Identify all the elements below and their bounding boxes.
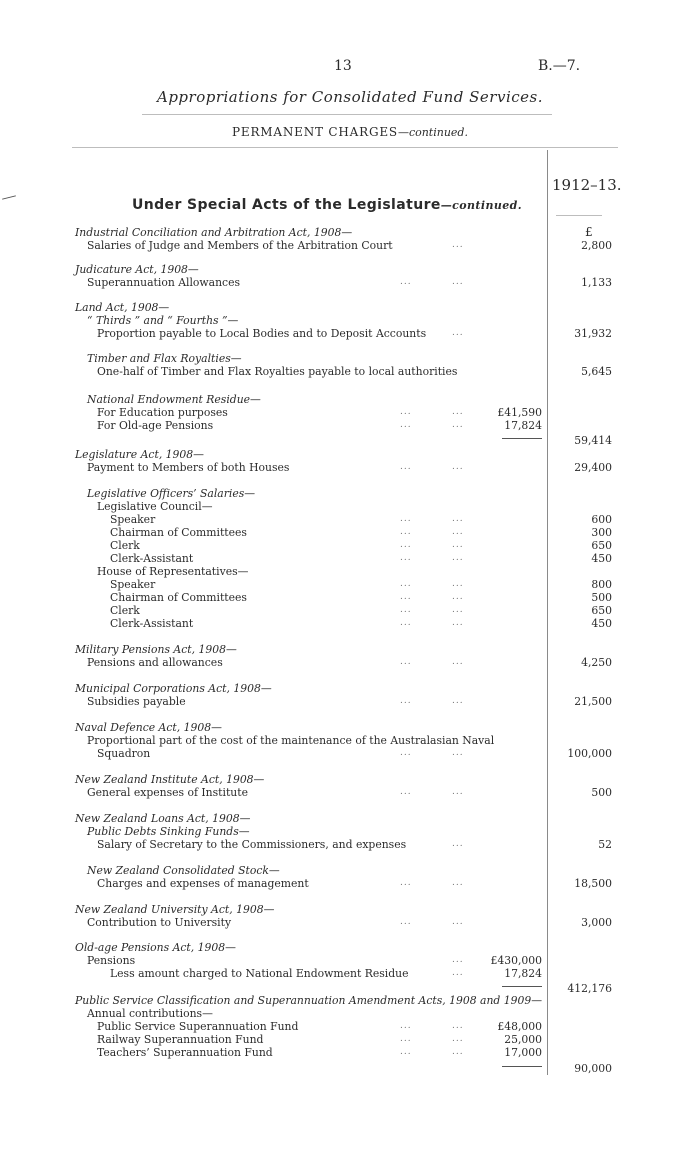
leader-dots: ...: [452, 277, 464, 287]
leader-dots: ...: [452, 240, 464, 250]
ledger-line: [0, 643, 700, 656]
act-heading: “ Thirds ” and “ Fourths ”—: [87, 314, 239, 327]
act-heading: Municipal Corporations Act, 1908—: [75, 682, 272, 695]
leader-dots: ...: [400, 917, 412, 927]
line-text: Proportional part of the cost of the maintenance of the Australasian Naval: [87, 734, 495, 747]
line-text: Payment to Members of both Houses: [87, 461, 290, 474]
ledger-line: [0, 604, 700, 617]
ledger-line: [0, 1020, 700, 1033]
ledger-line: [0, 352, 700, 365]
inner-amount: 17,824: [504, 967, 542, 980]
ledger-line: [0, 301, 700, 314]
leader-dots: ...: [452, 592, 464, 602]
act-heading: Legislature Act, 1908—: [75, 448, 204, 461]
leader-dots: ...: [400, 657, 412, 667]
line-text: General expenses of Institute: [87, 786, 248, 799]
line-text: Speaker: [110, 578, 156, 591]
table-top-rule: [72, 147, 618, 148]
leader-dots: ...: [400, 579, 412, 589]
leader-dots: ...: [400, 1034, 412, 1044]
leader-dots: ...: [400, 878, 412, 888]
ledger-line: [0, 327, 700, 340]
line-text: Legislative Council—: [97, 500, 213, 513]
leader-dots: ...: [400, 407, 412, 417]
year-amount: 52: [598, 838, 612, 851]
year-underline: [556, 215, 602, 216]
leader-dots: ...: [400, 540, 412, 550]
header-rule: [142, 114, 552, 115]
ledger-line: [0, 276, 700, 289]
year-amount: 5,645: [581, 365, 612, 378]
line-text: Railway Superannuation Fund: [97, 1033, 264, 1046]
leader-dots: ...: [400, 748, 412, 758]
line-text: Contribution to University: [87, 916, 232, 929]
currency-symbol: £: [585, 225, 593, 239]
ledger-line: [0, 1007, 700, 1020]
ledger-line: [0, 565, 700, 578]
line-text: Clerk-Assistant: [110, 552, 194, 565]
act-heading: Public Service Classification and Superannuation Amendment Acts, 1908 and 1909—: [75, 994, 543, 1007]
leader-dots: ...: [452, 1047, 464, 1057]
ledger-line: [0, 941, 700, 954]
ledger-line: [0, 734, 700, 747]
line-text: Less amount charged to National Endowment Residue: [110, 967, 409, 980]
inner-amount: 17,000: [504, 1046, 542, 1059]
leader-dots: ...: [400, 553, 412, 563]
subtitle-continued: —continued.: [397, 126, 468, 139]
leader-dots: ...: [452, 1034, 464, 1044]
ledger-line: [0, 434, 700, 447]
line-text: Speaker: [110, 513, 156, 526]
year-amount: 4,250: [581, 656, 612, 669]
ledger-line: [0, 812, 700, 825]
act-heading: New Zealand Institute Act, 1908—: [75, 773, 265, 786]
act-heading: National Endowment Residue—: [87, 393, 261, 406]
document-reference: B.—7.: [538, 58, 581, 74]
year-amount: 500: [591, 786, 612, 799]
ledger-line: [0, 526, 700, 539]
ledger-line: [0, 448, 700, 461]
year-amount: 650: [591, 604, 612, 617]
ledger-line: [0, 1046, 700, 1059]
act-heading: Legislative Officers’ Salaries—: [87, 487, 256, 500]
leader-dots: ...: [400, 787, 412, 797]
leader-dots: ...: [452, 540, 464, 550]
ledger-line: [0, 954, 700, 967]
year-amount: 18,500: [574, 877, 612, 890]
act-heading: Military Pensions Act, 1908—: [75, 643, 237, 656]
year-amount: 2,800: [581, 239, 612, 252]
ledger-line: [0, 903, 700, 916]
page-title: Appropriations for Consolidated Fund Services.: [156, 88, 543, 106]
inner-amount: 17,824: [504, 419, 542, 432]
line-text: Teachers’ Superannuation Fund: [97, 1046, 273, 1059]
leader-dots: ...: [452, 917, 464, 927]
leader-dots: ...: [400, 696, 412, 706]
ledger-line: [0, 539, 700, 552]
year-amount: 3,000: [581, 916, 612, 929]
leader-dots: ...: [400, 1021, 412, 1031]
ledger-line: [0, 825, 700, 838]
margin-mark: [2, 195, 16, 199]
ledger-line: [0, 314, 700, 327]
year-amount: 29,400: [574, 461, 612, 474]
year-amount: 600: [591, 513, 612, 526]
leader-dots: ...: [452, 579, 464, 589]
line-text: Subsidies payable: [87, 695, 186, 708]
year-amount: 412,176: [567, 982, 612, 995]
inner-amount: £41,590: [497, 406, 542, 419]
ledger-line: [0, 994, 700, 1007]
leader-dots: ...: [452, 968, 464, 978]
ledger-line: [0, 500, 700, 513]
leader-dots: ...: [452, 605, 464, 615]
ledger-line: [0, 682, 700, 695]
leader-dots: ...: [452, 657, 464, 667]
leader-dots: ...: [452, 328, 464, 338]
year-amount: 59,414: [574, 434, 612, 447]
subtitle-text: PERMANENT CHARGES: [232, 125, 398, 139]
year-amount: 450: [591, 552, 612, 565]
act-heading: Old-age Pensions Act, 1908—: [75, 941, 236, 954]
ledger-line: [0, 617, 700, 630]
leader-dots: ...: [452, 878, 464, 888]
ledger-line: [0, 838, 700, 851]
ledger-line: [0, 721, 700, 734]
inner-amount: £430,000: [490, 954, 542, 967]
leader-dots: ...: [452, 618, 464, 628]
ledger-line: [0, 513, 700, 526]
ledger-line: [0, 406, 700, 419]
leader-dots: ...: [452, 1021, 464, 1031]
ledger-line: [0, 365, 700, 378]
line-text: For Old-age Pensions: [97, 419, 214, 432]
leader-dots: ...: [400, 618, 412, 628]
ledger-line: [0, 263, 700, 276]
leader-dots: ...: [452, 696, 464, 706]
ledger-line: [0, 1062, 700, 1075]
ledger-line: [0, 226, 700, 239]
leader-dots: ...: [400, 1047, 412, 1057]
act-heading: Judicature Act, 1908—: [75, 263, 199, 276]
ledger-line: [0, 591, 700, 604]
year-amount: 300: [591, 526, 612, 539]
leader-dots: ...: [400, 514, 412, 524]
ledger-line: [0, 786, 700, 799]
ledger-line: [0, 864, 700, 877]
leader-dots: ...: [400, 462, 412, 472]
line-text: Squadron: [97, 747, 151, 760]
line-text: Salaries of Judge and Members of the Arbitration Court: [87, 239, 393, 252]
inner-amount: £48,000: [497, 1020, 542, 1033]
year-amount: 800: [591, 578, 612, 591]
ledger-line: [0, 695, 700, 708]
act-heading: Land Act, 1908—: [75, 301, 170, 314]
leader-dots: ...: [400, 527, 412, 537]
leader-dots: ...: [452, 839, 464, 849]
leader-dots: ...: [452, 787, 464, 797]
act-heading: New Zealand University Act, 1908—: [75, 903, 275, 916]
section-title: Under Special Acts of the Legislature: [132, 197, 441, 213]
line-text: One-half of Timber and Flax Royalties payable to local authorities: [97, 365, 458, 378]
leader-dots: ...: [400, 277, 412, 287]
ledger-line: [0, 877, 700, 890]
year-amount: 1,133: [581, 276, 612, 289]
year-amount: 90,000: [574, 1062, 612, 1075]
year-amount: 100,000: [567, 747, 612, 760]
leader-dots: ...: [452, 407, 464, 417]
ledger-line: [0, 578, 700, 591]
leader-dots: ...: [400, 592, 412, 602]
line-text: Proportion payable to Local Bodies and to Deposit Accounts: [97, 327, 427, 340]
line-text: Annual contributions—: [87, 1007, 213, 1020]
ledger-line: [0, 552, 700, 565]
leader-dots: ...: [452, 553, 464, 563]
ledger-line: [0, 916, 700, 929]
act-heading: Timber and Flax Royalties—: [87, 352, 242, 365]
year-amount: 450: [591, 617, 612, 630]
ledger-line: [0, 773, 700, 786]
ledger-line: [0, 419, 700, 432]
ledger-line: [0, 1033, 700, 1046]
line-text: Clerk: [110, 539, 140, 552]
act-heading: Industrial Conciliation and Arbitration Act, 1908—: [75, 226, 353, 239]
act-heading: New Zealand Loans Act, 1908—: [75, 812, 251, 825]
ledger-line: [0, 461, 700, 474]
act-heading: Public Debts Sinking Funds—: [87, 825, 250, 838]
page-subtitle: [0, 125, 700, 139]
leader-dots: ...: [452, 527, 464, 537]
ledger-line: [0, 393, 700, 406]
line-text: Superannuation Allowances: [87, 276, 241, 289]
leader-dots: ...: [452, 462, 464, 472]
year-column-header: 1912–13.: [552, 176, 622, 194]
leader-dots: ...: [452, 514, 464, 524]
year-amount: 650: [591, 539, 612, 552]
line-text: Pensions and allowances: [87, 656, 223, 669]
year-amount: 500: [591, 591, 612, 604]
leader-dots: ...: [452, 748, 464, 758]
page-number: 13: [334, 58, 352, 74]
line-text: Salary of Secretary to the Commissioners, and expenses: [97, 838, 407, 851]
line-text: Chairman of Committees: [110, 526, 247, 539]
year-amount: 31,932: [574, 327, 612, 340]
act-heading: New Zealand Consolidated Stock—: [87, 864, 280, 877]
leader-dots: ...: [400, 420, 412, 430]
line-text: Chairman of Committees: [110, 591, 247, 604]
section-continued: —continued.: [440, 199, 522, 212]
ledger-line: [0, 656, 700, 669]
ledger-line: [0, 967, 700, 980]
act-heading: Naval Defence Act, 1908—: [75, 721, 222, 734]
leader-dots: ...: [452, 420, 464, 430]
section-heading: [132, 197, 522, 213]
line-text: Public Service Superannuation Fund: [97, 1020, 299, 1033]
line-text: Pensions: [87, 954, 136, 967]
line-text: For Education purposes: [97, 406, 228, 419]
ledger-line: [0, 239, 700, 252]
ledger-line: [0, 747, 700, 760]
line-text: Clerk: [110, 604, 140, 617]
line-text: House of Representatives—: [97, 565, 249, 578]
leader-dots: ...: [452, 955, 464, 965]
year-amount: 21,500: [574, 695, 612, 708]
ledger-line: [0, 487, 700, 500]
line-text: Clerk-Assistant: [110, 617, 194, 630]
line-text: Charges and expenses of management: [97, 877, 309, 890]
inner-amount: 25,000: [504, 1033, 542, 1046]
leader-dots: ...: [400, 605, 412, 615]
